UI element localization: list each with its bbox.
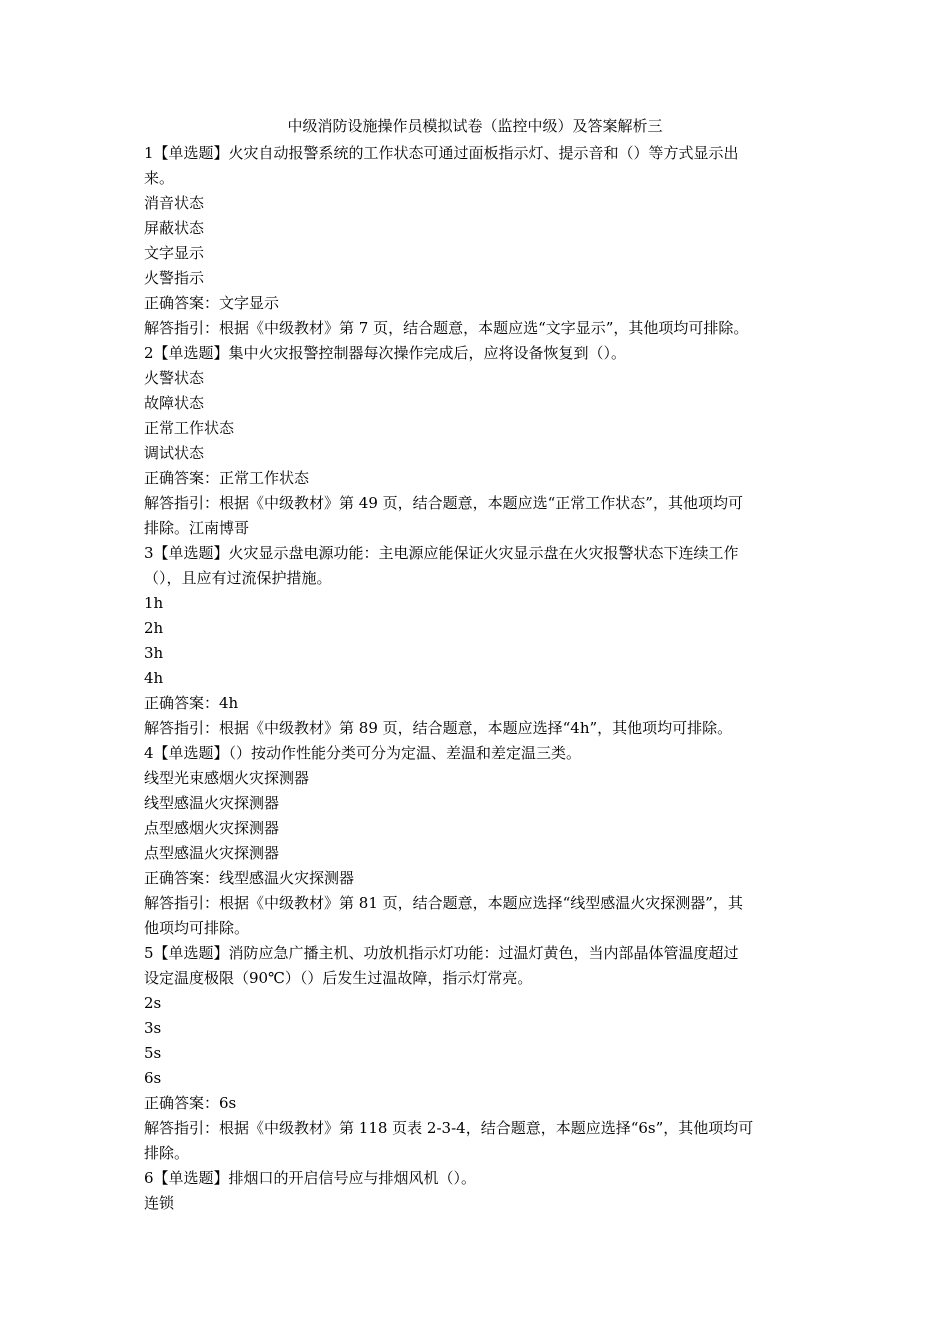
answer-option: 1h [144, 594, 164, 612]
answer-option: 3h [144, 644, 164, 662]
answer-option: 点型感烟火灾探测器 [144, 819, 280, 837]
answer-guide: 解答指引：根据《中级教材》第 49 页，结合题意，本题应选“正常工作状态”，其他项均可 [144, 494, 743, 512]
question-stem-continued: 来。 [144, 169, 175, 187]
correct-answer: 正确答案：文字显示 [144, 294, 280, 312]
correct-answer: 正确答案：6s [144, 1094, 237, 1112]
answer-option: 5s [144, 1044, 162, 1062]
question-block [144, 941, 810, 1166]
answer-option: 4h [144, 669, 164, 687]
question-stem: 3【单选题】火灾显示盘电源功能：主电源应能保证火灾显示盘在火灾报警状态下连续工作 [144, 544, 739, 562]
answer-guide-continued: 他项均可排除。 [144, 919, 250, 937]
answer-option: 连锁 [144, 1194, 175, 1212]
answer-option: 2h [144, 619, 164, 637]
answer-option: 3s [144, 1019, 162, 1037]
answer-option: 6s [144, 1069, 162, 1087]
answer-option: 故障状态 [144, 394, 205, 412]
answer-guide: 解答指引：根据《中级教材》第 7 页，结合题意，本题应选“文字显示”，其他项均可排除。 [144, 319, 749, 337]
question-block [144, 741, 810, 941]
answer-guide: 解答指引：根据《中级教材》第 118 页表 2-3-4，结合题意，本题应选择“6s”，其他项均可 [144, 1119, 754, 1137]
question-stem: 2【单选题】集中火灾报警控制器每次操作完成后，应将设备恢复到（）。 [144, 344, 627, 362]
question-stem: 6【单选题】排烟口的开启信号应与排烟风机（）。 [144, 1169, 477, 1187]
answer-option: 火警指示 [144, 269, 205, 287]
question-block [144, 341, 810, 541]
question-stem: 4【单选题】（）按动作性能分类可分为定温、差温和差定温三类。 [144, 744, 582, 762]
correct-answer: 正确答案：4h [144, 694, 239, 712]
question-block [144, 541, 810, 741]
answer-guide: 解答指引：根据《中级教材》第 89 页，结合题意，本题应选择“4h”，其他项均可排除。 [144, 719, 733, 737]
answer-guide: 解答指引：根据《中级教材》第 81 页，结合题意，本题应选择“线型感温火灾探测器”，其 [144, 894, 743, 912]
answer-option: 线型光束感烟火灾探测器 [144, 769, 310, 787]
answer-option: 屏蔽状态 [144, 219, 205, 237]
correct-answer: 正确答案：线型感温火灾探测器 [144, 869, 355, 887]
document-title: 中级消防设施操作员模拟试卷（监控中级）及答案解析三 [287, 117, 663, 135]
answer-option: 正常工作状态 [144, 419, 235, 437]
answer-option: 文字显示 [144, 244, 205, 262]
question-stem: 1【单选题】火灾自动报警系统的工作状态可通过面板指示灯、提示音和（）等方式显示出 [144, 144, 739, 162]
answer-option: 线型感温火灾探测器 [144, 794, 280, 812]
question-list [144, 141, 810, 1216]
answer-option: 火警状态 [144, 369, 205, 387]
question-stem: 5【单选题】消防应急广播主机、功放机指示灯功能：过温灯黄色，当内部晶体管温度超过 [144, 944, 739, 962]
correct-answer: 正确答案：正常工作状态 [144, 469, 310, 487]
answer-option: 调试状态 [144, 444, 205, 462]
answer-option: 点型感温火灾探测器 [144, 844, 280, 862]
answer-option: 2s [144, 994, 162, 1012]
answer-option: 消音状态 [144, 194, 205, 212]
answer-guide-continued: 排除。 [144, 1144, 190, 1162]
question-stem-continued: （），且应有过流保护措施。 [144, 569, 332, 587]
question-block [144, 141, 810, 341]
question-block [144, 1166, 810, 1216]
question-stem-continued: 设定温度极限（90℃）（）后发生过温故障，指示灯常亮。 [144, 969, 533, 987]
answer-guide-continued: 排除。江南博哥 [144, 519, 250, 537]
